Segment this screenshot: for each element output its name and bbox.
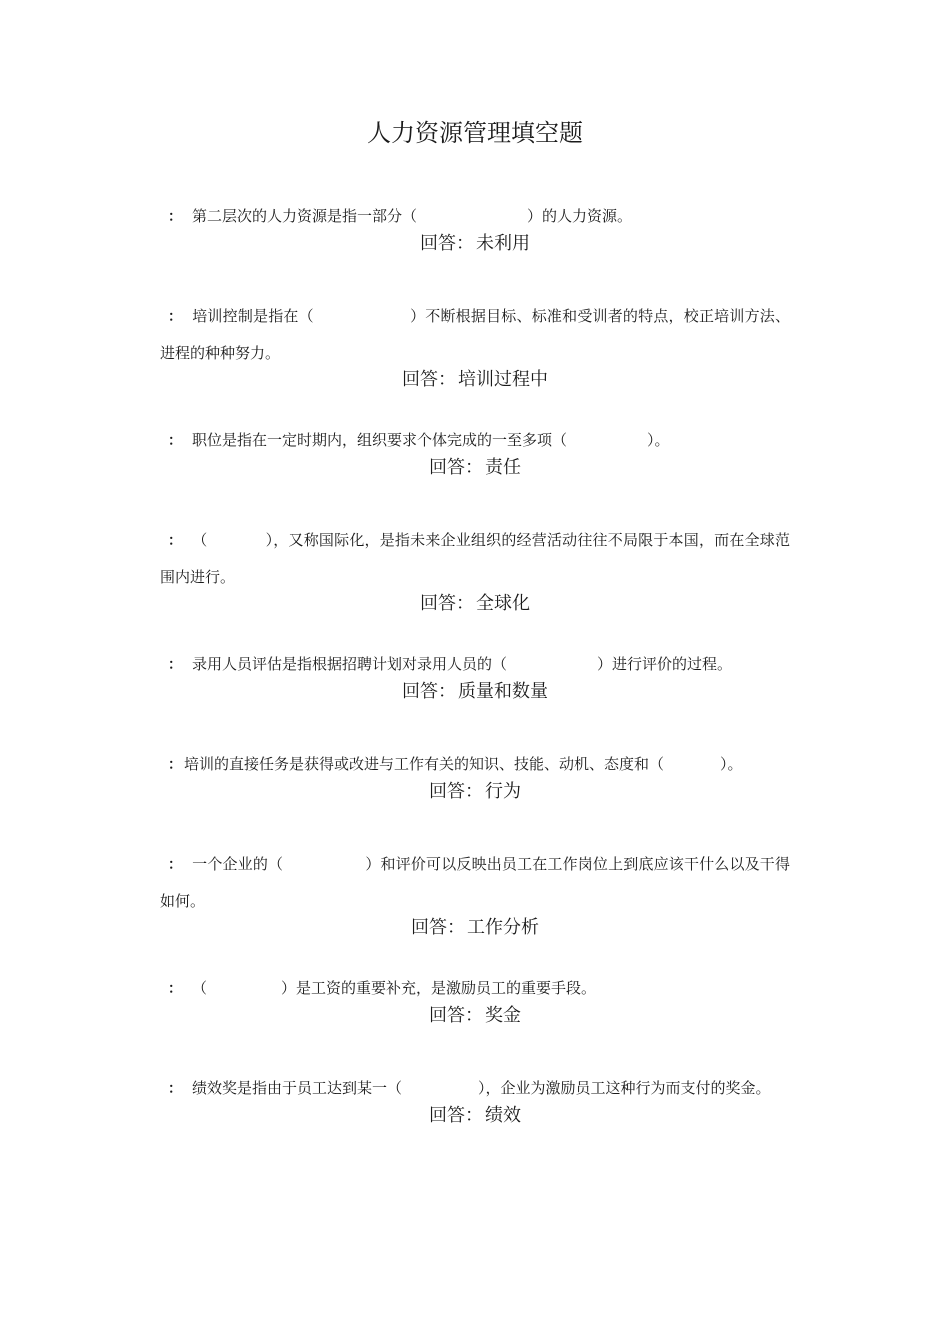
question-marker: ： (168, 209, 182, 225)
answer-label: 回答： (411, 917, 465, 938)
question-before: （ (192, 979, 208, 997)
question-after: ）。 (720, 755, 743, 773)
question-before: 录用人员评估是指根据招聘计划对录用人员的（ (192, 655, 508, 673)
answer-value: 奖金 (485, 1005, 521, 1026)
answer-label: 回答： (402, 681, 456, 702)
answer-label: 回答： (429, 457, 483, 478)
question-after: ）不断根据目标、标准和受训者的特点，校正培训方法、进程的种种努力。 (160, 307, 790, 362)
question-item-2 (160, 298, 790, 393)
question-item-7 (160, 846, 790, 941)
answer-value: 责任 (485, 457, 521, 478)
question-item-6 (160, 746, 790, 805)
question-text (160, 298, 790, 371)
question-after: ）。 (647, 431, 670, 449)
answer-line (160, 915, 790, 941)
question-before: 职位是指在一定时期内，组织要求个体完成的一至多项（ (192, 431, 568, 449)
question-after: ），企业为激励员工这种行为而支付的奖金。 (478, 1079, 771, 1097)
answer-line (160, 591, 790, 617)
answer-label: 回答： (429, 1105, 483, 1126)
answer-label: 回答： (402, 369, 456, 390)
question-item-3 (160, 422, 790, 481)
question-after: ）是工资的重要补充，是激励员工的重要手段。 (281, 979, 597, 997)
answer-label: 回答： (420, 593, 474, 614)
question-item-1 (160, 198, 790, 257)
answer-value: 全球化 (476, 593, 530, 614)
question-after: ）的人力资源。 (527, 207, 633, 225)
answer-value: 未利用 (476, 233, 530, 254)
answer-value: 绩效 (485, 1105, 521, 1126)
question-text (160, 746, 790, 783)
question-marker: ： (168, 1081, 182, 1097)
question-before: （ (192, 531, 208, 549)
question-text (160, 1070, 790, 1107)
question-before: 一个企业的（ (192, 855, 284, 873)
question-text (160, 970, 790, 1007)
question-marker: ： (168, 309, 182, 325)
answer-label: 回答： (420, 233, 474, 254)
page-title: 人力资源管理填空题 (367, 119, 583, 147)
question-text (160, 198, 790, 235)
question-after: ）和评价可以反映出员工在工作岗位上到底应该干什么以及干得如何。 (160, 855, 790, 910)
question-marker: ： (168, 433, 182, 449)
question-before: 培训控制是指在（ (192, 307, 314, 325)
answer-label: 回答： (429, 1005, 483, 1026)
question-text (160, 522, 790, 595)
question-item-4 (160, 522, 790, 617)
answer-value: 培训过程中 (458, 369, 548, 390)
question-marker: ： (168, 981, 182, 997)
answer-value: 质量和数量 (458, 681, 548, 702)
question-marker: ： (168, 533, 182, 549)
question-item-9 (160, 1070, 790, 1129)
answer-value: 行为 (485, 781, 521, 802)
question-before: 绩效奖是指由于员工达到某一（ (192, 1079, 403, 1097)
question-before: 第二层次的人力资源是指一部分（ (192, 207, 418, 225)
question-text (160, 646, 790, 683)
question-text (160, 846, 790, 919)
answer-value: 工作分析 (467, 917, 539, 938)
question-before: 培训的直接任务是获得或改进与工作有关的知识、技能、动机、态度和（ (184, 755, 665, 773)
question-marker: ： (168, 657, 182, 673)
answer-label: 回答： (429, 781, 483, 802)
question-marker: ： (168, 757, 182, 773)
question-item-5 (160, 646, 790, 705)
question-text (160, 422, 790, 459)
question-item-8 (160, 970, 790, 1029)
question-marker: ： (168, 857, 182, 873)
question-after: ）进行评价的过程。 (597, 655, 733, 673)
question-after: ），又称国际化，是指未来企业组织的经营活动往往不局限于本国，而在全球范围内进行。 (160, 531, 790, 586)
